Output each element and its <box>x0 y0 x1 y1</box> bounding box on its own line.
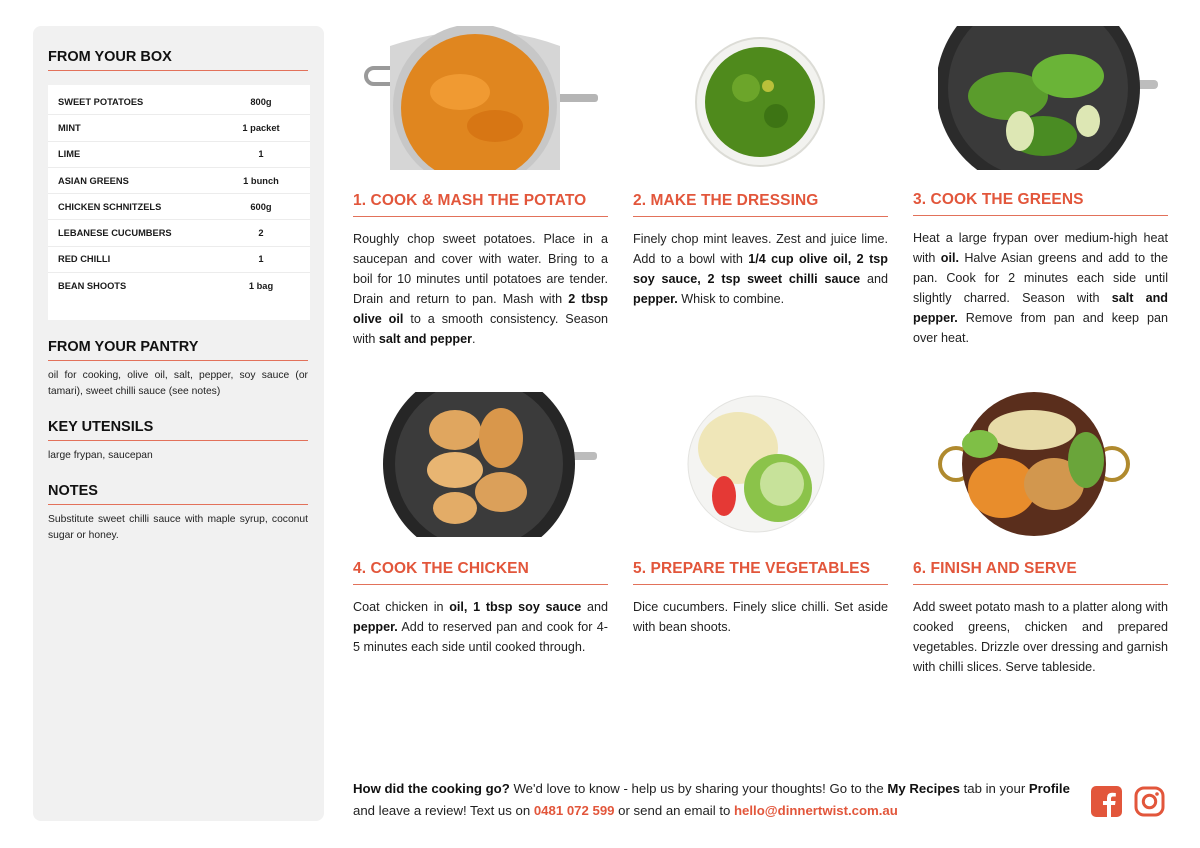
potato-mash-photo <box>360 26 600 170</box>
notes-text: Substitute sweet chilli sauce with maple syrup, coconut sugar or honey. <box>48 514 308 541</box>
ingredient-name: SWEET POTATOES <box>58 96 144 107</box>
ingredient-name: MINT <box>58 122 81 133</box>
utensils-text: large frypan, saucepan <box>48 450 153 461</box>
step-4-title: 4. COOK THE CHICKEN <box>353 560 608 585</box>
ingredient-qty: 2 <box>258 228 264 239</box>
ingredient-row <box>48 220 310 246</box>
step-1-title: 1. COOK & MASH THE POTATO <box>353 192 608 217</box>
email-link[interactable]: hello@dinnertwist.com.au <box>734 803 898 818</box>
ingredient-qty: 1 packet <box>242 122 280 133</box>
step-5-text: Dice cucumbers. Finely slice chilli. Set aside with bean shoots. <box>633 600 888 634</box>
chicken-pan-photo <box>383 392 601 537</box>
step-5 <box>633 560 888 637</box>
ingredient-name: RED CHILLI <box>58 254 111 265</box>
step-6-text: Add sweet potato mash to a platter along with cooked greens, chicken and prepared vegetables. Drizzle over dressing and garnish with chilli slices. Serve tableside. <box>913 600 1168 674</box>
ingredient-qty: 1 <box>258 254 264 265</box>
phone-number[interactable]: 0481 072 599 <box>533 803 615 818</box>
ingredient-name: LIME <box>58 149 81 160</box>
ingredient-name: BEAN SHOOTS <box>58 281 127 292</box>
dressing-bowl-photo <box>694 36 826 168</box>
ingredient-qty: 1 <box>258 149 264 160</box>
step-2-title: 2. MAKE THE DRESSING <box>633 192 888 217</box>
vegetables-plate-photo <box>686 392 826 537</box>
step-3 <box>913 191 1168 348</box>
step-1 <box>353 192 608 349</box>
ingredients-table <box>48 85 310 320</box>
step-1-text: Roughly chop sweet potatoes. Place in a saucepan and cover with water. Bring to a boil for 10 minutes until potatoes are tender. Drain and return to pan. Mash with 2 tbsp olive oil to a smooth consistency. Season with salt and pepper. <box>353 232 609 346</box>
from-your-pantry-heading: FROM YOUR PANTRY <box>48 339 308 361</box>
notes-heading: NOTES <box>48 483 308 505</box>
step-5-title: 5. PREPARE THE VEGETABLES <box>633 560 888 585</box>
ingredient-name: CHICKEN SCHNITZELS <box>58 201 162 212</box>
ingredient-row <box>48 168 310 194</box>
asian-greens-pan-photo <box>938 26 1160 170</box>
ingredient-qty: 1 bag <box>248 281 274 292</box>
pantry-text: oil for cooking, olive oil, salt, pepper, soy sauce (or tamari), sweet chilli sauce (see notes) <box>48 370 308 397</box>
ingredient-qty: 600g <box>250 201 272 212</box>
step-3-title: 3. COOK THE GREENS <box>913 191 1168 216</box>
step-2 <box>633 192 888 309</box>
key-utensils-heading: KEY UTENSILS <box>48 419 308 441</box>
ingredient-row <box>48 89 310 115</box>
ingredients-sidebar <box>33 26 324 821</box>
from-your-box-heading: FROM YOUR BOX <box>48 49 308 71</box>
finished-platter-photo <box>936 392 1132 537</box>
ingredient-name: LEBANESE CUCUMBERS <box>58 228 172 239</box>
step-2-text: Finely chop mint leaves. Zest and juice lime. Add to a bowl with 1/4 cup olive oil, 2 tsp soy sauce, 2 tsp sweet chilli sauce and pepper. Whisk to combine. <box>633 232 888 306</box>
step-6 <box>913 560 1168 677</box>
step-6-title: 6. FINISH AND SERVE <box>913 560 1168 585</box>
facebook-icon[interactable] <box>1091 786 1122 817</box>
instagram-icon[interactable] <box>1134 786 1165 817</box>
step-4 <box>353 560 608 657</box>
ingredient-row <box>48 194 310 220</box>
ingredient-row <box>48 247 310 273</box>
feedback-footer: How did the cooking go? We'd love to know - help us by sharing your thoughts! Go to the My Recipes tab in your Profile and leave a review! Text us on 0481 072 599 or send an email to hello@dinnertwist.com.au <box>353 781 1070 818</box>
step-4-text: Coat chicken in oil, 1 tbsp soy sauce and pepper. Add to reserved pan and cook for 4-5 minutes each side until cooked through. <box>353 600 608 654</box>
ingredient-row <box>48 273 310 299</box>
ingredient-row <box>48 142 310 168</box>
step-3-text: Heat a large frypan over medium-high heat with oil. Halve Asian greens and add to the pan. Cook for 2 minutes each side until slightly charred. Season with salt and pepper. Remove from pan and keep pan over heat. <box>913 231 1168 345</box>
ingredient-qty: 1 bunch <box>243 175 279 186</box>
ingredient-qty: 800g <box>250 96 272 107</box>
ingredient-row <box>48 115 310 141</box>
ingredient-name: ASIAN GREENS <box>58 175 129 186</box>
